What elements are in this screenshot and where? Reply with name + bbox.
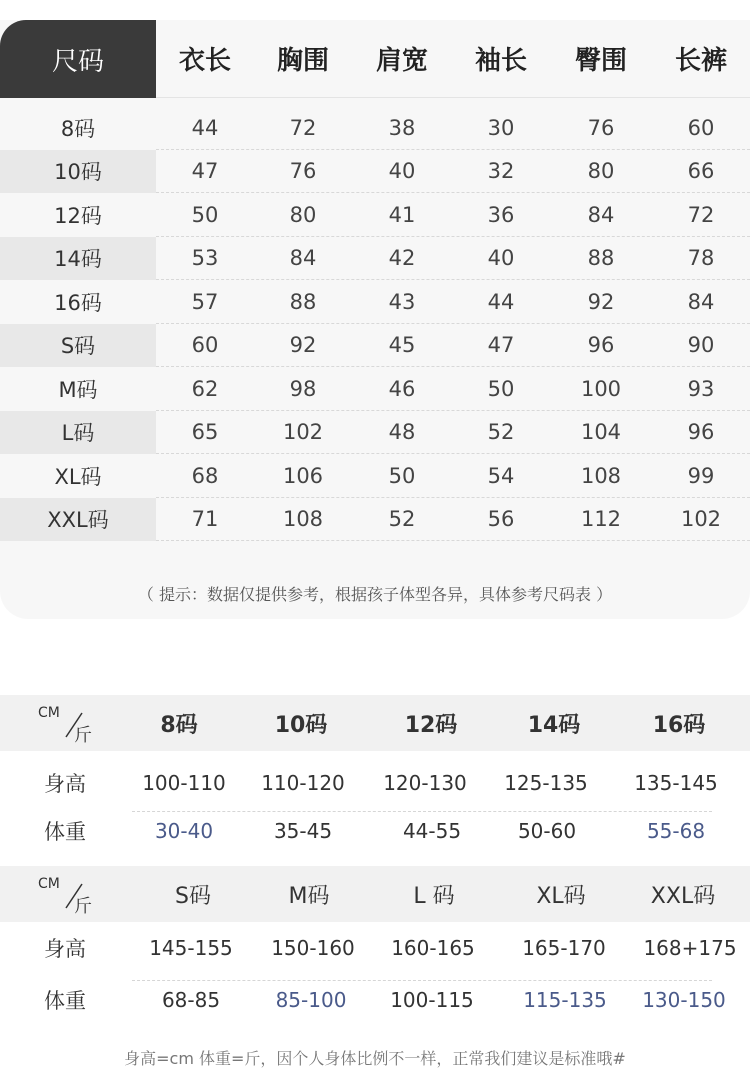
- hw2-size-4: XXL码: [650, 883, 716, 909]
- size-cell: 108: [580, 463, 622, 488]
- size-cell: 106: [282, 463, 324, 488]
- size-label: XXL码: [0, 498, 156, 542]
- size-cell: 36: [487, 202, 515, 227]
- hw1-weight-row: [0, 807, 750, 855]
- size-cell: 54: [487, 463, 515, 488]
- size-cell: 104: [580, 420, 622, 445]
- size-cell: 72: [289, 115, 317, 140]
- size-column-header: 尺码: [0, 20, 156, 98]
- size-cell: 76: [587, 115, 615, 140]
- hw2-height-1: 150-160: [271, 936, 355, 960]
- size-cell: 30: [487, 115, 515, 140]
- size-cell: 50: [388, 463, 416, 488]
- hw2-height-3: 165-170: [522, 936, 606, 960]
- size-row: [0, 193, 750, 237]
- footnote: 身高=cm 体重=斤，因个人身体比例不一样，正常我们建议是标准哦#: [124, 1049, 626, 1068]
- hw2-size-3: XL码: [536, 883, 586, 909]
- size-label: 10码: [0, 150, 156, 194]
- header-hip: 臀围: [574, 46, 627, 76]
- size-cell: 68: [191, 463, 219, 488]
- size-row: [0, 454, 750, 498]
- size-row: [0, 411, 750, 455]
- header-shoulder: 肩宽: [375, 46, 428, 76]
- header-pants: 长裤: [674, 46, 727, 76]
- size-cell: 84: [289, 246, 317, 271]
- hw2-height-row: [0, 924, 750, 972]
- size-cell: 47: [191, 159, 219, 184]
- hw1-size-2: 12码: [404, 712, 458, 738]
- hw1-height-4: 135-145: [634, 771, 718, 795]
- size-cell: 88: [289, 289, 317, 314]
- size-cell: 40: [388, 159, 416, 184]
- unit-jin: 斤: [74, 896, 92, 917]
- size-cell: 96: [687, 420, 715, 445]
- hw2-weight-3: 115-135: [523, 988, 607, 1012]
- header-sleeve: 袖长: [474, 46, 527, 76]
- size-cell: 92: [587, 289, 615, 314]
- size-cell: 52: [388, 507, 416, 532]
- size-cell: 84: [687, 289, 715, 314]
- unit-label: [38, 705, 98, 745]
- size-cell: 71: [191, 507, 219, 532]
- size-label: L码: [0, 411, 156, 455]
- row-divider: [156, 540, 750, 541]
- hw2-weight-1: 85-100: [275, 988, 347, 1012]
- size-cell: 32: [487, 159, 515, 184]
- size-cell: 44: [191, 115, 219, 140]
- hw2-height-0: 145-155: [149, 936, 233, 960]
- size-cell: 53: [191, 246, 219, 271]
- size-cell: 45: [388, 333, 416, 358]
- hw1-height-2: 120-130: [383, 771, 467, 795]
- hw2-weight-2: 100-115: [390, 988, 474, 1012]
- height-label: 身高: [44, 772, 86, 796]
- hw2-weight-4: 130-150: [642, 988, 726, 1012]
- hw2-height-4: 168+175: [643, 936, 737, 960]
- size-row: [0, 106, 750, 150]
- size-cell: 112: [580, 507, 622, 532]
- size-chart-tip: （ 提示：数据仅提供参考，根据孩子体型各异，具体参考尺码表 ）: [137, 585, 613, 604]
- size-cell: 96: [587, 333, 615, 358]
- size-cell: 56: [487, 507, 515, 532]
- hw1-weight-2: 44-55: [402, 819, 462, 843]
- hw2-size-0: S码: [175, 883, 211, 909]
- hw2-weight-0: 68-85: [161, 988, 221, 1012]
- size-cell: 100: [580, 376, 622, 401]
- hw1-size-3: 14码: [527, 712, 581, 738]
- hw1-size-0: 8码: [160, 712, 198, 738]
- unit-cm: CM: [38, 876, 60, 892]
- size-cell: 40: [487, 246, 515, 271]
- size-cell: 76: [289, 159, 317, 184]
- size-cell: 48: [388, 420, 416, 445]
- size-cell: 41: [388, 202, 416, 227]
- size-row: [0, 280, 750, 324]
- unit-label: [38, 876, 98, 916]
- size-cell: 46: [388, 376, 416, 401]
- size-cell: 60: [191, 333, 219, 358]
- size-cell: 102: [680, 507, 722, 532]
- size-cell: 44: [487, 289, 515, 314]
- size-chart-card: [0, 20, 750, 619]
- size-cell: 38: [388, 115, 416, 140]
- weight-label: 体重: [44, 989, 86, 1013]
- size-cell: 98: [289, 376, 317, 401]
- size-chart-header: [0, 20, 750, 98]
- size-label: 8码: [60, 116, 96, 141]
- hw2-size-2: L 码: [413, 883, 455, 909]
- hw1-size-4: 16码: [652, 712, 706, 738]
- size-cell: 108: [282, 507, 324, 532]
- size-cell: 65: [191, 420, 219, 445]
- hw1-height-row: [0, 759, 750, 807]
- size-cell: 72: [687, 202, 715, 227]
- header-length: 衣长: [178, 46, 231, 76]
- size-cell: 88: [587, 246, 615, 271]
- weight-label: 体重: [44, 820, 86, 844]
- size-chart-body: [0, 106, 750, 541]
- size-cell: 42: [388, 246, 416, 271]
- unit-cm: CM: [38, 705, 60, 721]
- size-row: [0, 150, 750, 194]
- size-row: [0, 324, 750, 368]
- header-chest: 胸围: [276, 46, 329, 76]
- hw-table-1-header: [0, 695, 750, 751]
- size-row: [0, 498, 750, 542]
- size-cell: 99: [687, 463, 715, 488]
- hw2-size-1: M码: [288, 883, 330, 909]
- size-cell: 52: [487, 420, 515, 445]
- size-cell: 50: [487, 376, 515, 401]
- hw-table-2-header: [0, 866, 750, 922]
- size-cell: 90: [687, 333, 715, 358]
- size-label: S码: [0, 324, 156, 368]
- size-label: XL码: [54, 464, 102, 489]
- size-cell: 62: [191, 376, 219, 401]
- height-weight-table-1: [0, 695, 750, 855]
- size-row: [0, 367, 750, 411]
- hw2-weight-row: [0, 976, 750, 1024]
- height-label: 身高: [44, 937, 86, 961]
- hw2-height-2: 160-165: [391, 936, 475, 960]
- height-weight-table-2: [0, 866, 750, 1024]
- hw1-height-3: 125-135: [504, 771, 588, 795]
- size-cell: 80: [289, 202, 317, 227]
- size-cell: 43: [388, 289, 416, 314]
- hw1-weight-1: 35-45: [273, 819, 333, 843]
- size-cell: 102: [282, 420, 324, 445]
- hw1-weight-4: 55-68: [646, 819, 706, 843]
- size-cell: 66: [687, 159, 715, 184]
- size-cell: 78: [687, 246, 715, 271]
- size-cell: 84: [587, 202, 615, 227]
- size-cell: 60: [687, 115, 715, 140]
- size-cell: 57: [191, 289, 219, 314]
- size-cell: 47: [487, 333, 515, 358]
- size-label: 14码: [0, 237, 156, 281]
- size-label: 16码: [54, 290, 102, 315]
- size-cell: 92: [289, 333, 317, 358]
- hw1-height-0: 100-110: [142, 771, 226, 795]
- hw1-size-1: 10码: [274, 712, 328, 738]
- size-cell: 80: [587, 159, 615, 184]
- size-label: 12码: [54, 203, 102, 228]
- size-row: [0, 237, 750, 281]
- size-label: M码: [58, 377, 98, 402]
- size-cell: 50: [191, 202, 219, 227]
- unit-jin: 斤: [74, 725, 92, 746]
- size-cell: 93: [687, 376, 715, 401]
- hw1-height-1: 110-120: [261, 771, 345, 795]
- hw1-weight-0: 30-40: [154, 819, 214, 843]
- hw1-weight-3: 50-60: [517, 819, 577, 843]
